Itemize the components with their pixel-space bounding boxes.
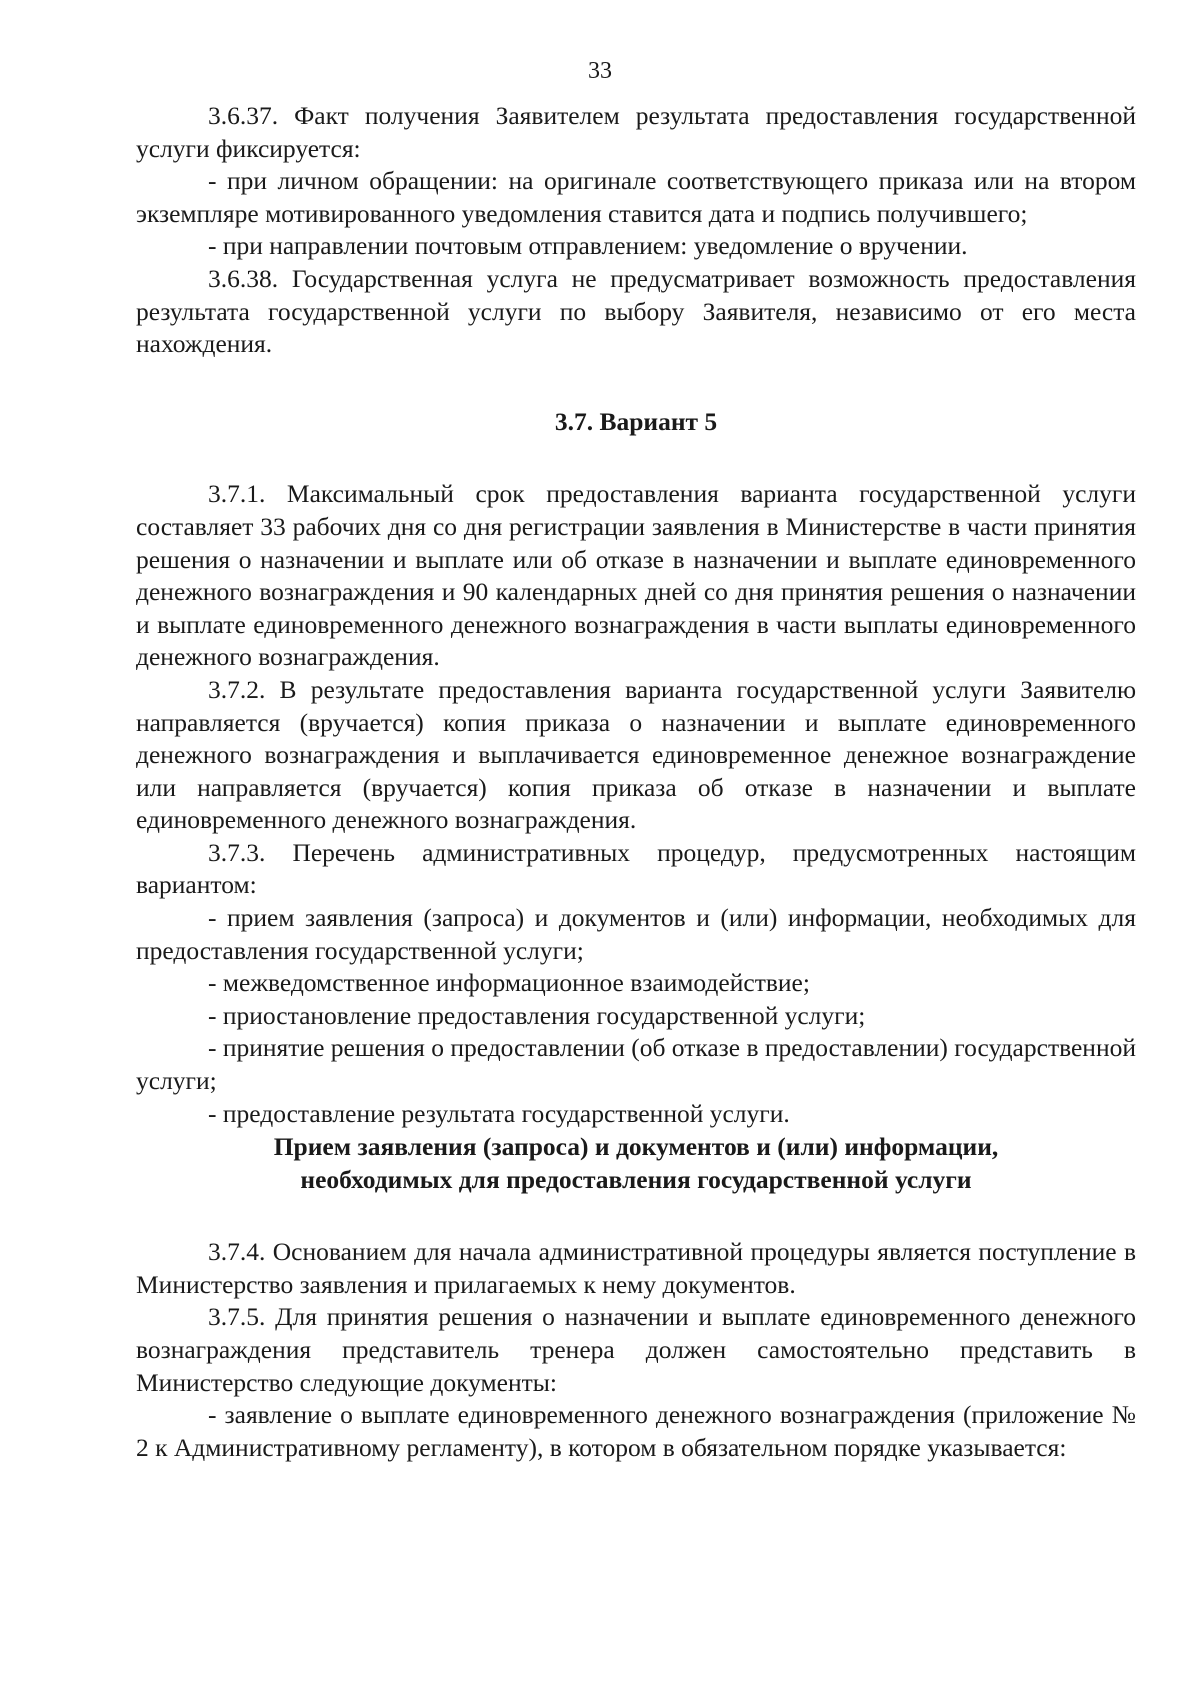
- section-heading-3-7: 3.7. Вариант 5: [554, 406, 718, 436]
- paragraph-3-6-37: 3.6.37. Факт получения Заявителем результата предоставления государственной услуги фиксируется:: [136, 101, 1136, 163]
- paragraph-3-7-5: 3.7.5. Для принятия решения о назначении и выплате единовременного денежного вознаграждения представитель тренера должен самостоятельно представить в Министерство следующие документы:: [136, 1302, 1136, 1397]
- subsection-heading-line-2: необходимых для предоставления государственной услуги: [300, 1165, 972, 1195]
- document-body: [136, 100, 1136, 1464]
- paragraph-3-7-1: 3.7.1. Максимальный срок предоставления варианта государственной услуги составляет 33 рабочих дня со дня регистрации заявления в Министерстве в части принятия решения о назначении и выплате или об отказе в назначении и выплате единовременного денежного вознаграждения и 90 календарных дней со дня принятия решения о назначении и выплате единовременного денежного вознаграждения в части выплаты единовременного денежного вознаграждения.: [136, 479, 1136, 672]
- paragraph-3-7-3: 3.7.3. Перечень административных процедур, предусмотренных настоящим вариантом:: [136, 837, 1136, 900]
- list-item-personal-visit: - при личном обращении: на оригинале соответствующего приказа или на втором экземпляре мотивированного уведомления ставится дата и подпись получившего;: [136, 166, 1136, 228]
- list-item-procedure-decision: - принятие решения о предоставлении (об отказе в предоставлении) государственной услуги;: [136, 1033, 1136, 1096]
- paragraph-3-7-4: 3.7.4. Основанием для начала административной процедуры является поступление в Министерство заявления и прилагаемых к нему документов.: [136, 1237, 1136, 1299]
- subsection-heading-line-1: Прием заявления (запроса) и документов и (или) информации,: [273, 1132, 999, 1162]
- list-item-procedure-reception: - прием заявления (запроса) и документов и (или) информации, необходимых для предоставления государственной услуги;: [136, 903, 1136, 965]
- paragraph-3-7-2: 3.7.2. В результате предоставления варианта государственной услуги Заявителю направляется (вручается) копия приказа о назначении и выплате единовременного денежного вознаграждения и выплачивается единовременное денежное вознаграждение или направляется (вручается) копия приказа об отказе в назначении и выплате единовременного денежного вознаграждения.: [136, 674, 1136, 835]
- list-item-procedure-suspension: - приостановление предоставления государственной услуги;: [208, 1000, 866, 1030]
- subsection-heading: [136, 1130, 1136, 1196]
- list-item-procedure-interagency: - межведомственное информационное взаимодействие;: [208, 968, 810, 998]
- list-item-procedure-result: - предоставление результата государственной услуги.: [208, 1098, 790, 1128]
- list-item-application: - заявление о выплате единовременного денежного вознаграждения (приложение № 2 к Административному регламенту), в котором в обязательном порядке указывается:: [136, 1400, 1136, 1462]
- page-number: 33: [588, 58, 612, 84]
- list-item-postal-delivery: - при направлении почтовым отправлением: уведомление о вручении.: [208, 231, 968, 261]
- section-3-7-body: [136, 478, 1136, 1130]
- subsection-body: [136, 1236, 1136, 1464]
- paragraph-3-6-38: 3.6.38. Государственная услуга не предусматривает возможность предоставления результата государственной услуги по выбору Заявителя, независимо от его места нахождения.: [136, 263, 1136, 359]
